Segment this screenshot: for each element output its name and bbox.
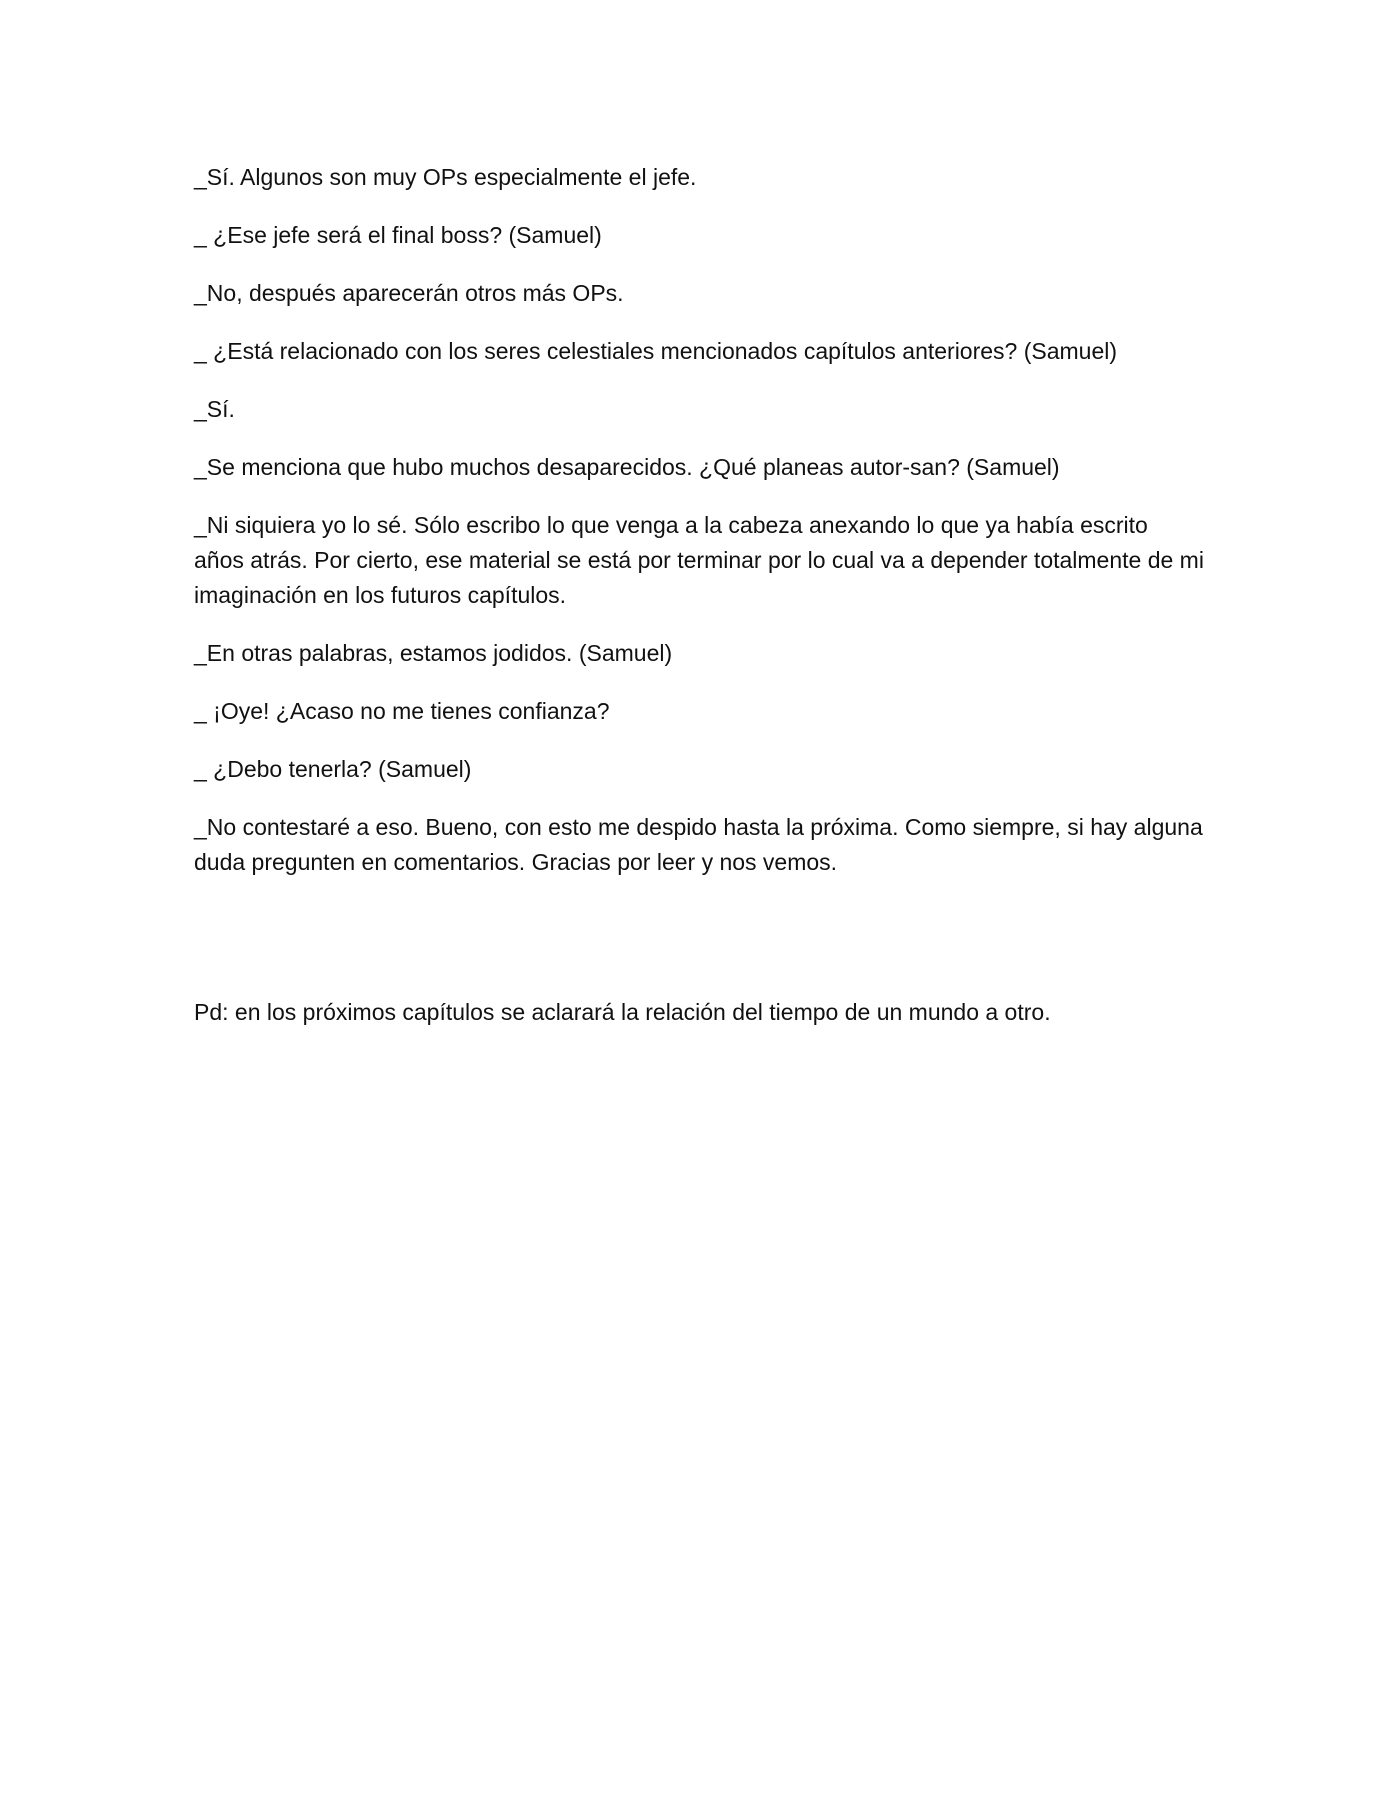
dialogue-line-4: _ ¿Está relacionado con los seres celestiales mencionados capítulos anteriores? (Samuel) [194,338,1118,364]
dialogue-line-5: _Sí. [194,396,235,422]
spacer [194,903,1204,995]
dialogue-line-6: _Se menciona que hubo muchos desaparecidos. ¿Qué planeas autor-san? (Samuel) [194,454,1060,480]
dialogue-line-8: _En otras palabras, estamos jodidos. (Samuel) [194,640,673,666]
dialogue-line-10: _ ¿Debo tenerla? (Samuel) [194,756,472,782]
dialogue-line-2: _ ¿Ese jefe será el final boss? (Samuel) [194,222,602,248]
dialogue-line-11: _No contestaré a eso. Bueno, con esto me despido hasta la próxima. Como siempre, si hay alguna duda pregunten en comentarios. Gracias por leer y nos vemos. [194,814,1203,875]
dialogue-line-1: _Sí. Algunos son muy OPs especialmente el jefe. [194,164,697,190]
postscript-note: Pd: en los próximos capítulos se aclarará la relación del tiempo de un mundo a otro. [194,999,1051,1025]
dialogue-line-9: _ ¡Oye! ¿Acaso no me tienes confianza? [194,698,610,724]
document-body [194,160,1204,1030]
dialogue-line-7: _Ni siquiera yo lo sé. Sólo escribo lo que venga a la cabeza anexando lo que ya había escrito años atrás. Por cierto, ese material se está por terminar por lo cual va a depender totalmente de mi imaginación en los futuros capítulos. [194,512,1204,608]
dialogue-line-3: _No, después aparecerán otros más OPs. [194,280,624,306]
